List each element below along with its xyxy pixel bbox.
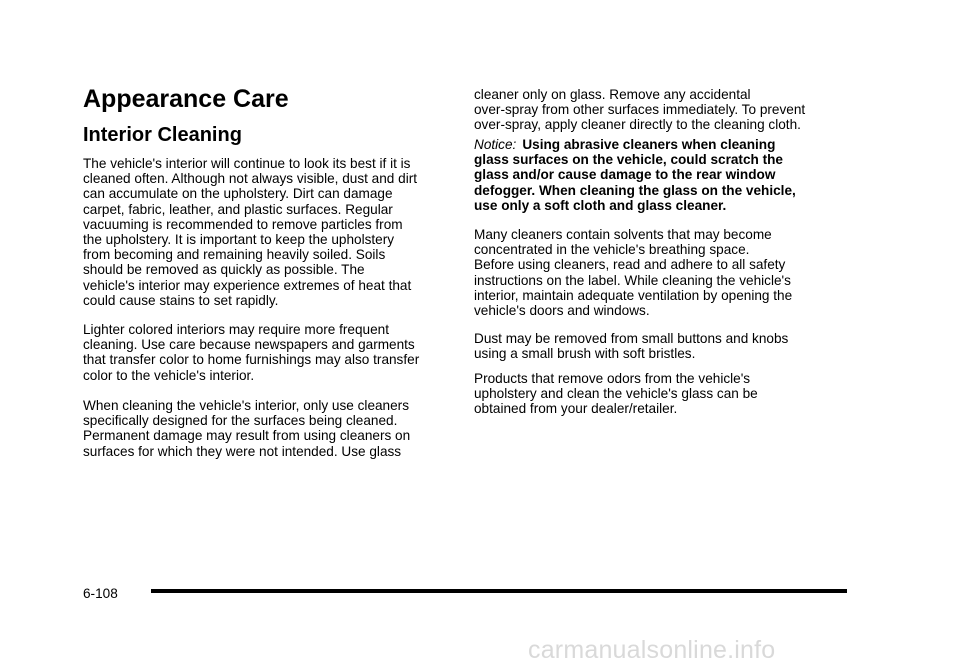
watermark: carmanualsonline.info	[528, 636, 776, 664]
left-paragraph-2: Lighter colored interiors may require more frequent cleaning. Use care because newspapers and garments that transfer color to home furnishings may also transfer color to the vehicle's interior.	[83, 322, 420, 383]
left-paragraph-1: The vehicle's interior will continue to look its best if it is cleaned often. Although not always visible, dust and dirt can accumulate on the upholstery. Dirt can damage carpet, fabric, leather, and plastic surfaces. Regular vacuuming is recommended to remove particles from the upholstery. It is important to keep the upholstery from becoming and remaining heavily soiled. Soils should be removed as quickly as possible. The vehicle's interior may experience extremes of heat that could cause stains to set rapidly.	[83, 156, 418, 308]
right-paragraph-2: Many cleaners contain solvents that may become concentrated in the vehicle's breathing space. Before using cleaners, read and adhere to all safety instructions on the label. While cleaning the vehicle's interior, maintain adequate ventilation by opening the vehicle's doors and windows.	[474, 227, 793, 319]
right-paragraph-1: cleaner only on glass. Remove any accidental over-spray from other surfaces immediately. To prevent over-spray, apply cleaner directly to the cleaning cloth.	[474, 87, 806, 133]
notice-text: Using abrasive cleaners when cleaning glass surfaces on the vehicle, could scratch the glass and/or cause damage to the rear window defogger. When cleaning the glass on the vehicle, use only a soft cloth and glass cleaner.	[474, 137, 796, 213]
section-title: Appearance Care	[83, 85, 289, 113]
notice-label: Notice:	[474, 137, 517, 152]
page-number: 6-108	[83, 586, 118, 601]
right-paragraph-3: Dust may be removed from small buttons and knobs using a small brush with soft bristles.	[474, 331, 789, 362]
left-paragraph-3: When cleaning the vehicle's interior, only use cleaners specifically designed for the surfaces being cleaned. Permanent damage may result from using cleaners on surfaces for which they were not intended. Use glass	[83, 398, 411, 459]
right-paragraph-4: Products that remove odors from the vehicle's upholstery and clean the vehicle's glass can be obtained from your dealer/retailer.	[474, 371, 758, 417]
subsection-title: Interior Cleaning	[83, 124, 242, 146]
footer-rule	[151, 589, 847, 593]
notice-block	[474, 137, 854, 213]
